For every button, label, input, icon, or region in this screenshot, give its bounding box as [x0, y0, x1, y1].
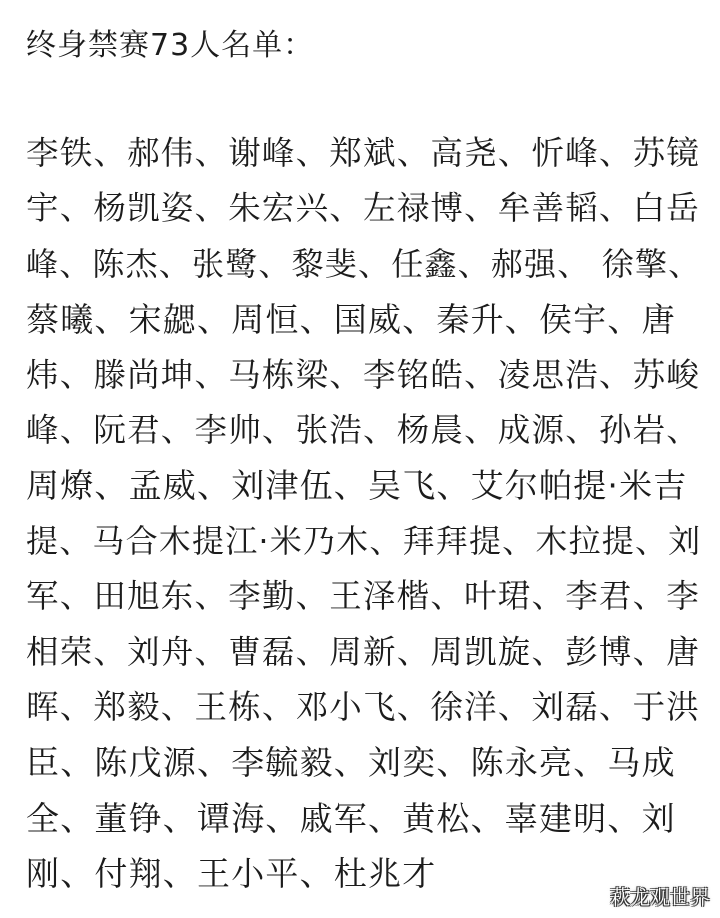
name-list-line: 全、董铮、谭海、戚军、黄松、辜建明、刘 — [26, 798, 676, 838]
name-list-line: 峰、陈杰、张鹭、黎斐、任鑫、郝强、 徐擎、 — [26, 244, 702, 283]
name-list-line: 蔡曦、宋勰、周恒、国威、秦升、侯宇、唐 — [26, 300, 676, 340]
name-list-line: 李铁、郝伟、谢峰、郑斌、高尧、忻峰、苏镜 — [26, 134, 701, 172]
name-list-line: 宇、杨凯姿、朱宏兴、左禄博、牟善韬、白岳 — [26, 189, 701, 228]
name-list — [26, 126, 706, 901]
name-list-line: 相荣、刘舟、曹磊、周新、周凯旋、彭博、唐 — [26, 632, 701, 671]
name-list-line: 提、马合木提江·米乃木、拜拜提、木拉提、刘 — [26, 521, 702, 560]
page-title: 终身禁赛73人名单： — [26, 28, 315, 63]
watermark: 萩龙观世界 — [610, 885, 710, 909]
name-list-line: 军、田旭东、李勤、王泽楷、叶珺、李君、李 — [26, 577, 701, 616]
name-list-line: 周燎、孟威、刘津伍、吴飞、艾尔帕提·米吉 — [26, 466, 688, 506]
name-list-line: 峰、阮君、李帅、张浩、杨晨、成源、孙岩、 — [26, 410, 701, 449]
name-list-line: 晖、郑毅、王栋、邓小飞、徐洋、刘磊、于洪 — [26, 687, 701, 726]
name-list-line: 炜、滕尚坤、马栋梁、李铭皓、凌思浩、苏峻 — [26, 355, 701, 394]
name-list-line: 刚、付翔、王小平、杜兆才 — [26, 854, 437, 894]
name-list-line: 臣、陈戊源、李毓毅、刘奕、陈永亮、马成 — [26, 743, 676, 783]
